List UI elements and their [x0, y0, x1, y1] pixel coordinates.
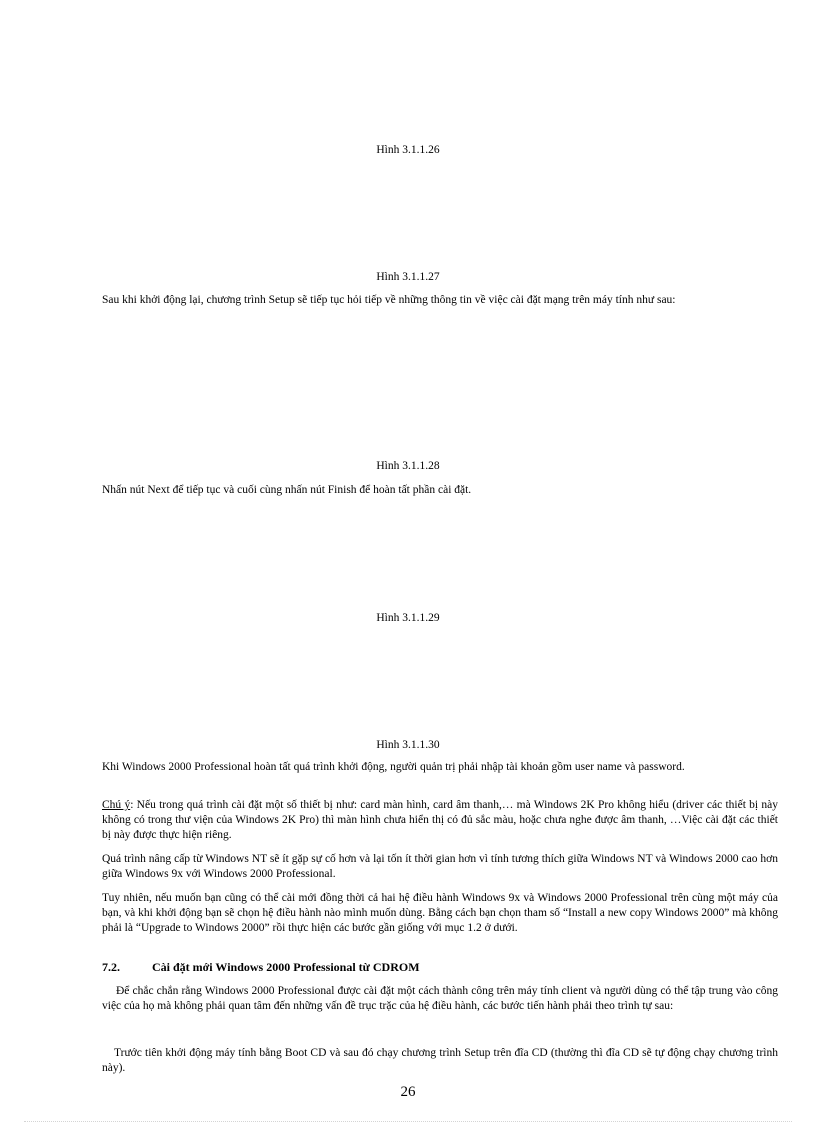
figure-caption-3-1-1-27: Hình 3.1.1.27	[376, 271, 440, 283]
paragraph-dual-boot: Tuy nhiên, nếu muốn bạn cũng có thể cài mới đồng thời cả hai hệ điều hành Windows 9x và Windows 2000 Professional trên cùng một máy của bạn, và khi khởi động bạn sẽ chọn hệ điều hành nào mình muốn dùng. Bằng cách bạn chọn tham số “Install a new copy Windows 2000” mà không phải là “Upgrade to Windows 2000” rồi thực hiện các bước gần giống với mục 1.2 ở dưới.	[102, 892, 778, 934]
note-label: Chú ý	[102, 799, 131, 811]
section-number: 7.2.	[102, 960, 120, 974]
paragraph-after-restart: Sau khi khởi động lại, chương trình Setup sẽ tiếp tục hỏi tiếp về những thông tin về việc cài đặt mạng trên máy tính như sau:	[102, 294, 676, 306]
figure-caption-3-1-1-30: Hình 3.1.1.30	[376, 739, 440, 751]
figure-caption-3-1-1-28: Hình 3.1.1.28	[376, 460, 440, 472]
paragraph-note	[102, 798, 778, 843]
section-title: Cài đặt mới Windows 2000 Professional từ CDROM	[152, 960, 420, 974]
paragraph-intro-7-2: Để chắc chắn rằng Windows 2000 Professional được cài đặt một cách thành công trên máy tính client và người dùng có thể tập trung vào công việc của họ mà không phải quan tâm đến những vấn đề trục trặc của hệ điều hành, các bước tiến hành phải theo trình tự sau:	[102, 985, 778, 1012]
paragraph-login: Khi Windows 2000 Professional hoàn tất quá trình khởi động, người quản trị phải nhập tài khoản gồm user name và password.	[102, 761, 685, 773]
page-bottom-divider	[24, 1121, 792, 1122]
page-number: 26	[400, 1084, 416, 1100]
figure-caption-3-1-1-26: Hình 3.1.1.26	[376, 144, 440, 156]
figure-caption-3-1-1-29: Hình 3.1.1.29	[376, 612, 440, 624]
section-heading-7-2	[102, 960, 778, 975]
note-text: : Nếu trong quá trình cài đặt một số thiết bị như: card màn hình, card âm thanh,… mà Windows 2K Pro không hiểu (driver các thiết bị này không có trong thư viện của Windows 2K Pro) thì màn hình chưa hiển thị có đủ sắc màu, hoặc chưa nghe được âm thanh, …Việc cài đặt các thiết bị này được thực hiện riêng.	[102, 799, 778, 841]
paragraph-upgrade-nt: Quá trình nâng cấp từ Windows NT sẽ ít gặp sự cố hơn và lại tốn ít thời gian hơn vì tính tương thích giữa Windows NT và Windows 2000 cao hơn giữa Windows 9x với Windows 2000 Professional.	[102, 853, 778, 880]
paragraph-boot-cd: Trước tiên khởi động máy tính bằng Boot CD và sau đó chạy chương trình Setup trên đĩa CD (thường thì đĩa CD sẽ tự động chạy chương trình này).	[102, 1047, 778, 1074]
paragraph-next-finish: Nhấn nút Next để tiếp tục và cuối cùng nhấn nút Finish để hoàn tất phần cài đặt.	[102, 484, 472, 496]
